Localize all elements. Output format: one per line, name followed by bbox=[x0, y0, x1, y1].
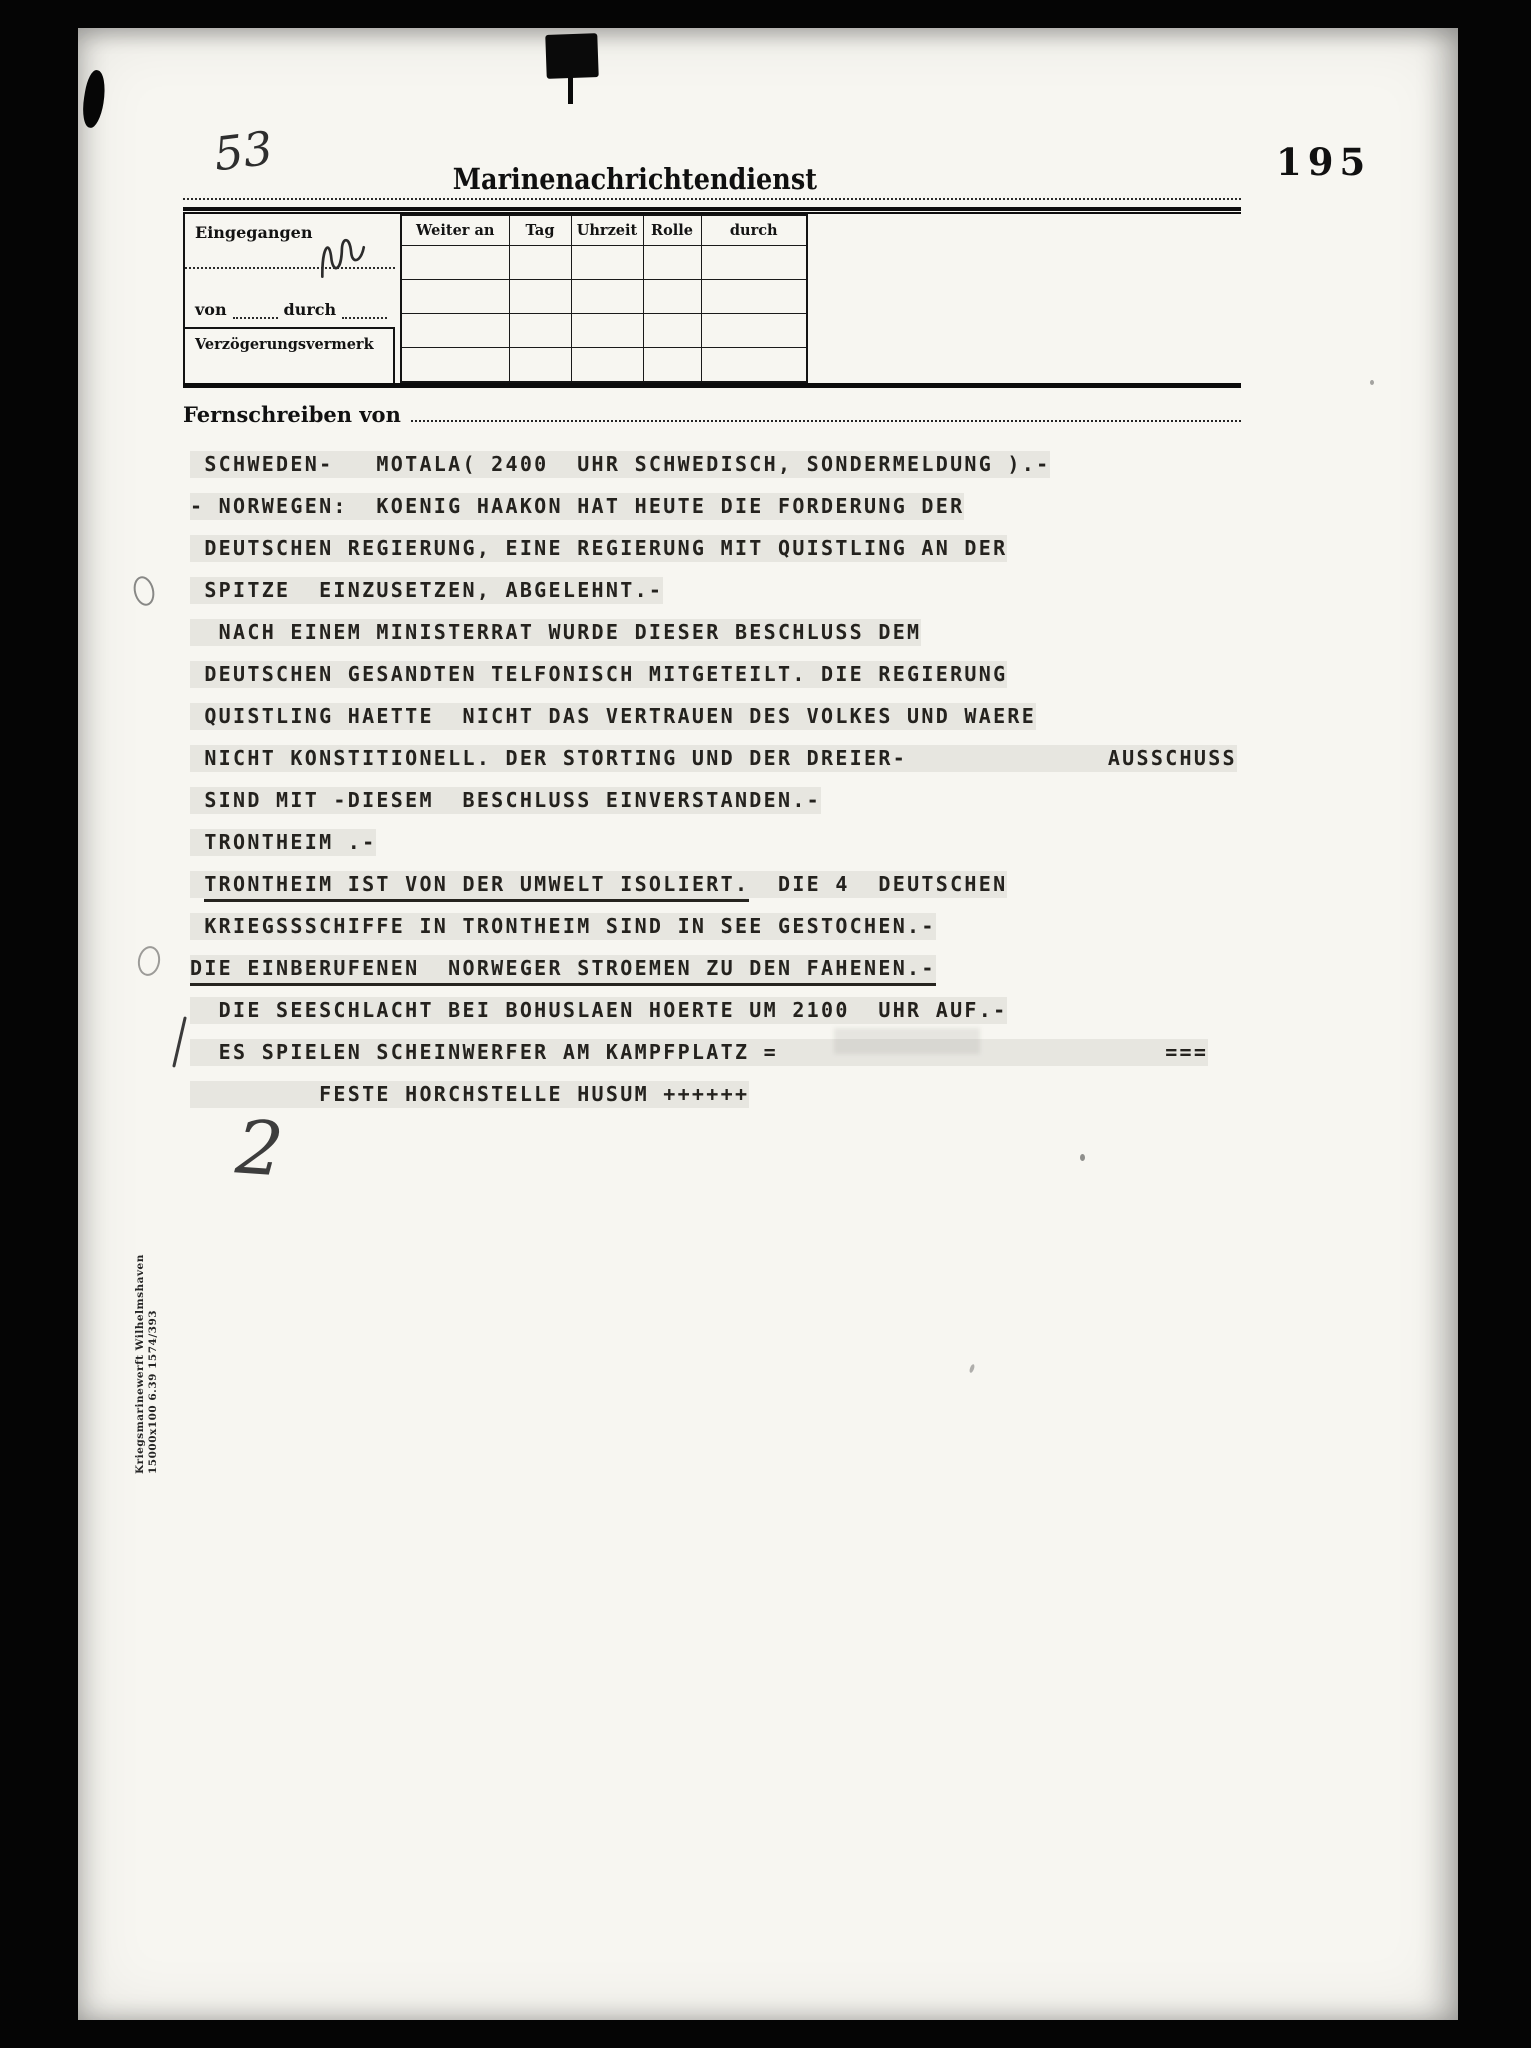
column-durch: durch bbox=[701, 215, 807, 245]
routing-cell bbox=[401, 279, 509, 313]
telegram-line-text: DEUTSCHEN REGIERUNG, EINE REGIERUNG MIT QUISTLING AN DER bbox=[190, 536, 1008, 560]
routing-row bbox=[401, 348, 807, 382]
durch-fill-line bbox=[342, 303, 387, 319]
telegram-line-text: NACH EINEM MINISTERRAT WURDE DIESER BESCHLUSS DEM bbox=[190, 620, 922, 644]
paper bbox=[78, 28, 1458, 2020]
telegram-line-text: QUISTLING HAETTE NICHT DAS VERTRAUEN DES VOLKES UND WAERE bbox=[190, 704, 1037, 728]
routing-row bbox=[401, 245, 807, 279]
routing-cell bbox=[571, 245, 643, 279]
scan-artifact-speck bbox=[1370, 380, 1374, 385]
telegram-line-text: SIND MIT -DIESEM BESCHLUSS EINVERSTANDEN.- bbox=[190, 788, 822, 812]
telegram-line bbox=[190, 494, 1438, 536]
telegram-line bbox=[190, 1040, 1438, 1082]
telegram-line-text: TRONTHEIM .- bbox=[190, 830, 377, 854]
telex-from-label: Fernschreiben von bbox=[183, 402, 401, 427]
routing-cell bbox=[701, 245, 807, 279]
scan-artifact-speck bbox=[1080, 1154, 1085, 1161]
header-dotted-line bbox=[183, 198, 1241, 200]
routing-cell bbox=[571, 314, 643, 348]
column-tag: Tag bbox=[509, 215, 571, 245]
routing-row bbox=[401, 279, 807, 313]
received-label: Eingegangen bbox=[195, 223, 313, 242]
telegram-line bbox=[190, 914, 1438, 956]
telegram-line-text: NICHT KONSTITIONELL. DER STORTING UND DER DREIER- AUSSCHUSS bbox=[190, 746, 1237, 770]
routing-cell bbox=[509, 279, 571, 313]
telegram-line bbox=[190, 1082, 1438, 1124]
telegram-line bbox=[190, 578, 1438, 620]
von-fill-line bbox=[233, 303, 278, 319]
handwritten-pen-stroke bbox=[172, 1016, 187, 1067]
routing-table bbox=[400, 214, 808, 383]
handwritten-number-2: 2 bbox=[233, 1104, 287, 1194]
telegram-line-text: DEUTSCHEN GESANDTEN TELFONISCH MITGETEILT. DIE REGIERUNG bbox=[190, 662, 1008, 686]
routing-table-header bbox=[401, 215, 807, 245]
telegram-line bbox=[190, 746, 1438, 788]
routing-cell bbox=[571, 279, 643, 313]
form-left-box bbox=[183, 214, 395, 383]
routing-form bbox=[183, 214, 1241, 383]
scan-artifact-ring bbox=[131, 574, 158, 608]
scan-artifact-speck bbox=[969, 1364, 976, 1374]
form-bottom-rule bbox=[183, 383, 1241, 388]
routing-cell bbox=[701, 314, 807, 348]
routing-cell bbox=[643, 348, 701, 382]
telegram-line-text: ES SPIELEN SCHEINWERFER AM KAMPFPLATZ = === bbox=[190, 1040, 1209, 1064]
telegram-line-text: SCHWEDEN- MOTALA( 2400 UHR SCHWEDISCH, SONDERMELDUNG ).- bbox=[190, 452, 1051, 476]
durch-label: durch bbox=[283, 300, 337, 319]
routing-row bbox=[401, 314, 807, 348]
header-double-rule bbox=[183, 207, 1241, 214]
telegram-line bbox=[190, 998, 1438, 1040]
routing-cell bbox=[401, 348, 509, 382]
telegram-line bbox=[190, 452, 1438, 494]
telegram-line-text bbox=[190, 871, 204, 898]
telegram-line bbox=[190, 704, 1438, 746]
column-rolle: Rolle bbox=[643, 215, 701, 245]
column-weiter-an: Weiter an bbox=[401, 215, 509, 245]
telex-from-row bbox=[183, 402, 1241, 427]
routing-cell bbox=[701, 279, 807, 313]
routing-cell bbox=[401, 245, 509, 279]
telegram-line-underlined-text: DIE EINBERUFENEN NORWEGER STROEMEN ZU DEN FAHENEN.- bbox=[190, 955, 936, 986]
routing-cell bbox=[509, 245, 571, 279]
telegram-line-text: DIE 4 DEUTSCHEN bbox=[749, 872, 1008, 896]
routing-cell bbox=[643, 245, 701, 279]
telegram-line-text: DIE SEESCHLACHT BEI BOHUSLAEN HOERTE UM 2100 UHR AUF.- bbox=[190, 998, 1008, 1022]
routing-cell bbox=[509, 314, 571, 348]
telegram-line bbox=[190, 872, 1438, 914]
telegram-line bbox=[190, 620, 1438, 662]
telegram-line bbox=[190, 662, 1438, 704]
delay-note-box bbox=[185, 327, 395, 383]
scan-artifact-stem bbox=[568, 76, 573, 104]
von-label: von bbox=[195, 300, 227, 319]
scan-artifact-blob bbox=[80, 69, 109, 129]
telegram-line bbox=[190, 536, 1438, 578]
telegram-line-text: - NORWEGEN: KOENIG HAAKON HAT HEUTE DIE FORDERUNG DER bbox=[190, 494, 965, 518]
printer-imprint bbox=[134, 1250, 160, 1474]
column-uhrzeit: Uhrzeit bbox=[571, 215, 643, 245]
telegram-line-underlined-text: TRONTHEIM IST VON DER UMWELT ISOLIERT. bbox=[204, 871, 749, 902]
telex-from-line bbox=[411, 405, 1241, 422]
page-number: 195 bbox=[1276, 140, 1372, 184]
routing-cell bbox=[701, 348, 807, 382]
handwritten-initials bbox=[308, 222, 375, 289]
scan-artifact-top-mark bbox=[545, 33, 599, 79]
telegram-line bbox=[190, 788, 1438, 830]
imprint-line2: 15000x100 6.39 1574/393 bbox=[147, 1309, 159, 1474]
routing-cell bbox=[571, 348, 643, 382]
telegram-body bbox=[190, 452, 1438, 1124]
routing-cell bbox=[401, 314, 509, 348]
routing-table-body bbox=[401, 245, 807, 382]
routing-cell bbox=[509, 348, 571, 382]
telegram-line-text: SPITZE EINZUSETZEN, ABGELEHNT.- bbox=[190, 578, 664, 602]
delay-label: Verzögerungsvermerk bbox=[195, 336, 374, 353]
telegram-line-text: KRIEGSSSCHIFFE IN TRONTHEIM SIND IN SEE GESTOCHEN.- bbox=[190, 914, 936, 938]
scan-artifact-ring bbox=[136, 944, 163, 977]
telegram-line-text: FESTE HORCHSTELLE HUSUM ++++++ bbox=[190, 1082, 750, 1106]
von-durch-row bbox=[185, 269, 395, 327]
telegram-line bbox=[190, 830, 1438, 872]
telegram-line bbox=[190, 956, 1438, 998]
imprint-line1: Kriegsmarinewerft Wilhelmshaven bbox=[134, 1254, 146, 1474]
handwritten-number-53: 53 bbox=[210, 120, 276, 182]
page-title: Marinenachrichtendienst bbox=[444, 162, 826, 196]
routing-cell bbox=[643, 314, 701, 348]
routing-cell bbox=[643, 279, 701, 313]
